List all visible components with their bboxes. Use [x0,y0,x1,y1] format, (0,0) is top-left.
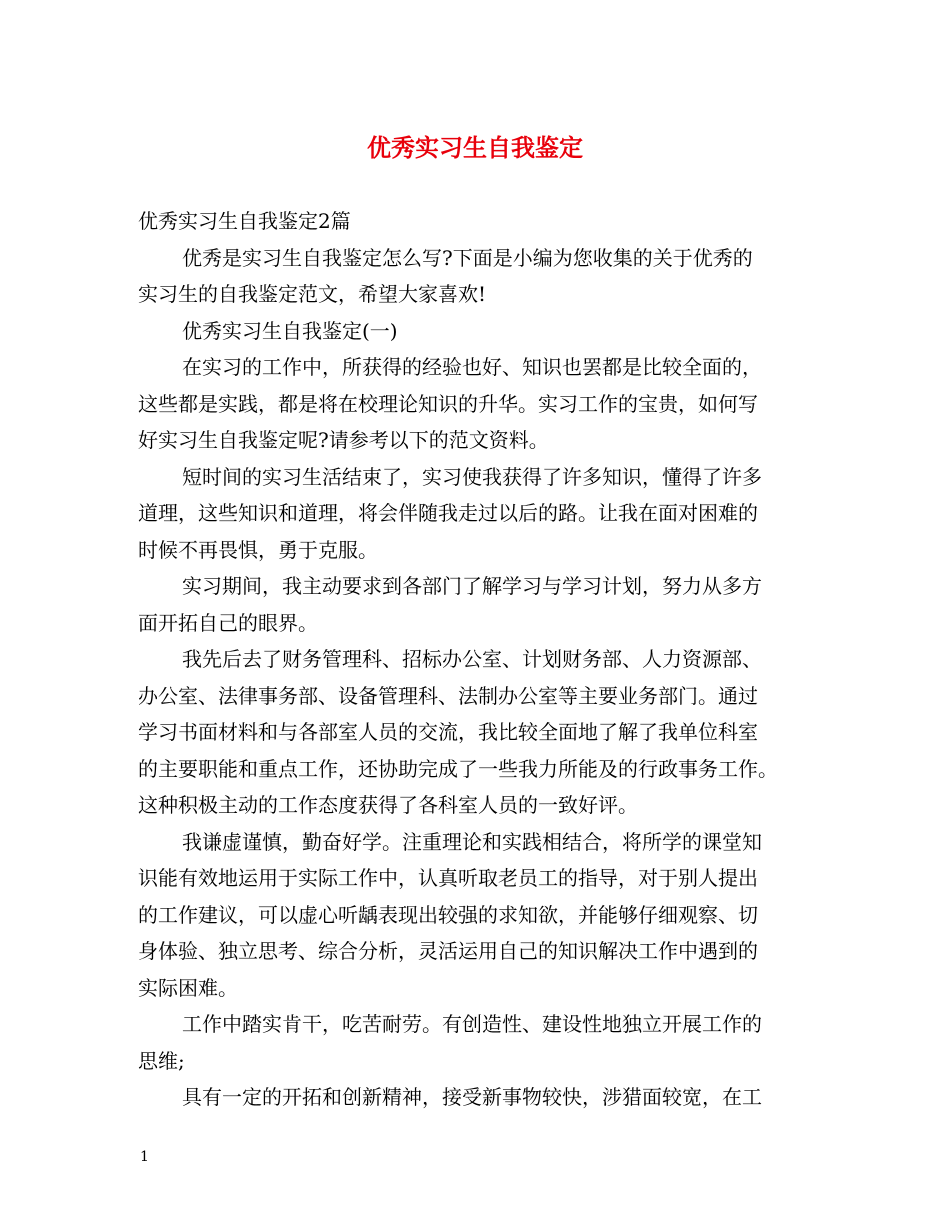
page-number: 1 [140,1149,149,1165]
paragraph-line: 我谦虚谨慎，勤奋好学。注重理论和实践相结合，将所学的课堂知 [182,829,762,854]
paragraph-line: 面开拓自己的眼界。 [138,610,318,635]
paragraph-line: 道理，这些知识和道理，将会伴随我走过以后的路。让我在面对困难的 [138,501,758,525]
paragraph-line: 优秀是实习生自我鉴定怎么写?下面是小编为您收集的关于优秀的 [182,245,753,270]
paragraph-line: 在实习的工作中，所获得的经验也好、知识也罢都是比较全面的， [182,355,762,379]
paragraph-line: 办公室、法律事务部、设备管理科、法制办公室等主要业务部门。通过 [138,683,758,708]
paragraph-line: 识能有效地运用于实际工作中，认真听取老员工的指导，对于别人提出 [138,866,758,890]
paragraph-line: 思维; [138,1048,185,1073]
paragraph-line: 的工作建议，可以虚心听龋表现出较强的求知欲，并能够仔细观察、切 [138,902,758,927]
document-body [138,203,814,1116]
paragraph-line: 实际困难。 [138,975,238,1000]
paragraph-line: 这种积极主动的工作态度获得了各科室人员的一致好评。 [138,793,638,817]
paragraph-line: 具有一定的开拓和创新精神，接受新事物较快，涉猎面较宽，在工 [182,1085,762,1109]
section-heading: 优秀实习生自我鉴定(一) [182,318,398,343]
paragraph-line: 时候不再畏惧，勇于克服。 [138,537,378,562]
paragraph-line: 这些都是实践，都是将在校理论知识的升华。实习工作的宝贵，如何写 [138,391,758,416]
paragraph-line: 实习期间，我主动要求到各部门了解学习与学习计划，努力从多方 [182,574,762,598]
paragraph-line: 身体验、独立思考、综合分析，灵活运用自己的知识解决工作中遇到的 [138,939,758,963]
paragraph-line: 学习书面材料和与各部室人员的交流，我比较全面地了解了我单位科室 [138,720,758,744]
paragraph-line: 的主要职能和重点工作，还协助完成了一些我力所能及的行政事务工作。 [138,756,778,781]
paragraph-line: 我先后去了财务管理科、招标办公室、计划财务部、人力资源部、 [182,647,762,671]
paragraph-line: 实习生的自我鉴定范文，希望大家喜欢! [138,282,487,306]
page-title: 优秀实习生自我鉴定 [367,133,583,162]
subtitle-line: 优秀实习生自我鉴定2篇 [138,209,351,233]
paragraph-line: 好实习生自我鉴定呢?请参考以下的范文资料。 [138,428,549,452]
paragraph-line: 短时间的实习生活结束了，实习使我获得了许多知识，懂得了许多 [182,464,762,489]
paragraph-line: 工作中踏实肯干，吃苦耐劳。有创造性、建设性地独立开展工作的 [182,1012,762,1036]
